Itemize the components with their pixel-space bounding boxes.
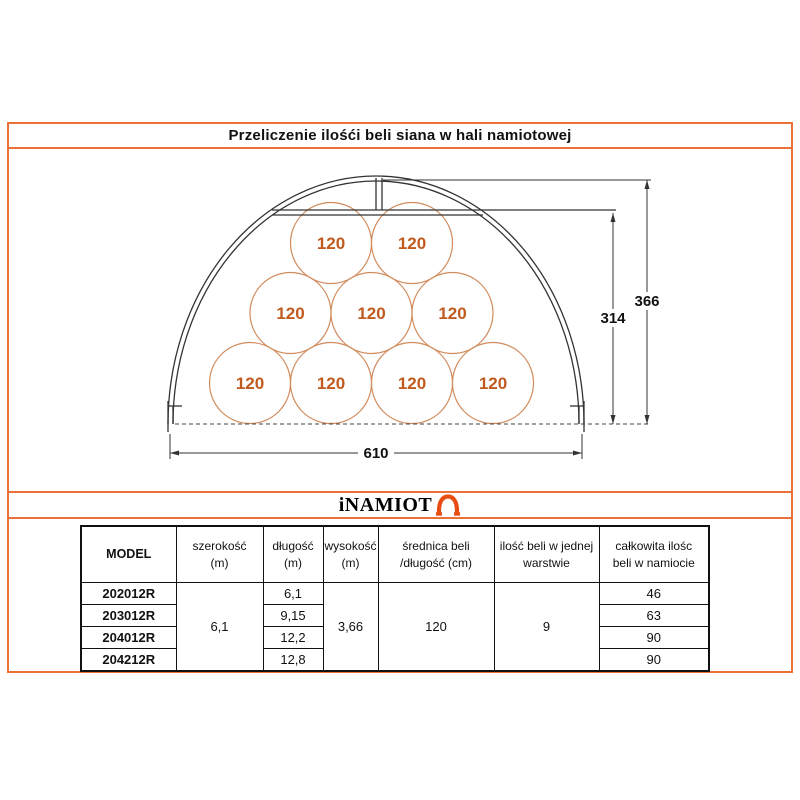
logo-text: iNAMIOT: [338, 494, 433, 516]
col-header-dlugosc: długość (m): [263, 526, 323, 583]
table-panel: [9, 519, 791, 671]
dimension-total-height: [629, 180, 665, 424]
cell-dlugosc: 12,2: [263, 627, 323, 649]
content-frame: [7, 122, 793, 673]
cell-model: 204212R: [81, 649, 176, 672]
cell-dlugosc: 6,1: [263, 583, 323, 605]
tent-cross-section-svg: [9, 149, 791, 491]
cell-total: 46: [599, 583, 709, 605]
dimension-inner-height: [595, 213, 631, 424]
title-bar: [9, 124, 791, 149]
header-row: [81, 526, 709, 583]
logo-bar: [9, 493, 791, 519]
bale-label: 120: [235, 374, 265, 393]
bale-label: 120: [316, 234, 346, 253]
col-header-srednica: średnica beli /długość (cm): [378, 526, 494, 583]
cell-total: 90: [599, 627, 709, 649]
spec-table: [80, 525, 710, 672]
cell-srednica-merged: 120: [378, 583, 494, 672]
col-header-ilosc-warstwa: ilość beli w jednej warstwie: [494, 526, 599, 583]
bale-label: 120: [438, 304, 467, 323]
bale-label: 120: [316, 374, 346, 393]
page-title: Przeliczenie ilośći beli siana w hali namiotowej: [228, 127, 572, 144]
col-header-wysokosc: wysokość (m): [323, 526, 378, 583]
cell-wysokosc-merged: 3,66: [323, 583, 378, 672]
cell-ilosc-warstwa-merged: 9: [494, 583, 599, 672]
bale-label: 120: [397, 234, 427, 253]
bale-label: 120: [397, 374, 427, 393]
cell-model: 203012R: [81, 605, 176, 627]
cell-dlugosc: 12,8: [263, 649, 323, 672]
table-row: [81, 583, 709, 605]
cell-dlugosc: 9,15: [263, 605, 323, 627]
col-header-szerokosc: szerokość (m): [176, 526, 263, 583]
bale-label: 120: [276, 304, 305, 323]
bale-labels: [236, 234, 507, 393]
cell-szerokosc-merged: 6,1: [176, 583, 263, 672]
diagram-panel: [9, 149, 791, 493]
dim-total-height-label: 366: [634, 293, 660, 310]
col-header-model: MODEL: [81, 526, 176, 583]
tent-icon: [435, 493, 461, 517]
bale-label: 120: [357, 304, 386, 323]
dim-inner-height-label: 314: [600, 310, 626, 327]
cell-model: 204012R: [81, 627, 176, 649]
dimension-width: [170, 444, 582, 462]
col-header-calkowita: całkowita ilośc beli w namiocie: [599, 526, 709, 583]
bale-label: 120: [478, 374, 508, 393]
cell-total: 63: [599, 605, 709, 627]
cell-model: 202012R: [81, 583, 176, 605]
dim-width-label: 610: [363, 445, 389, 462]
cell-total: 90: [599, 649, 709, 672]
